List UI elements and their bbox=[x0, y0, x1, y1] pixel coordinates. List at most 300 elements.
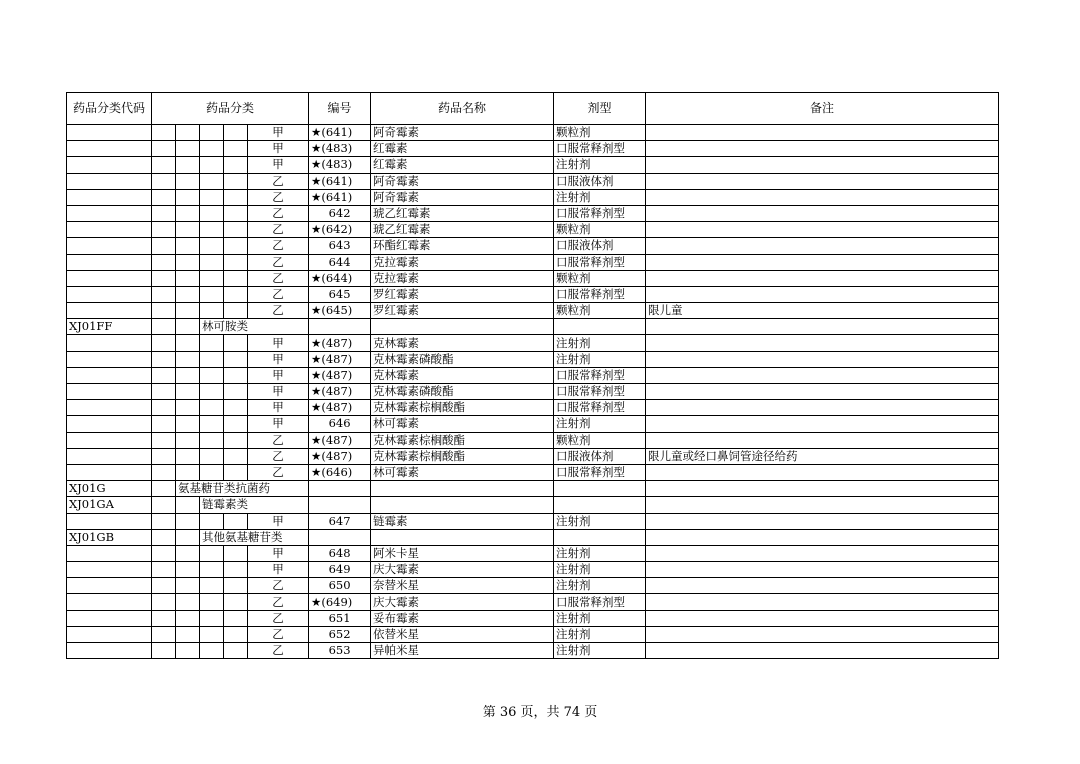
code-cell bbox=[67, 125, 152, 141]
number-cell: ★(487) bbox=[309, 367, 371, 383]
category-cell bbox=[200, 562, 224, 578]
category-cell bbox=[224, 189, 248, 205]
number-cell: 644 bbox=[309, 254, 371, 270]
category-cell bbox=[200, 448, 224, 464]
table-row bbox=[67, 578, 999, 594]
form-cell: 口服常释剂型 bbox=[554, 367, 646, 383]
category-cell bbox=[200, 384, 224, 400]
code-cell bbox=[67, 513, 152, 529]
category-cell bbox=[176, 157, 200, 173]
level-cell: 乙 bbox=[248, 173, 309, 189]
category-cell bbox=[176, 141, 200, 157]
form-cell: 口服常释剂型 bbox=[554, 400, 646, 416]
level-cell: 甲 bbox=[248, 335, 309, 351]
name-cell: 克林霉素棕榈酸酯 bbox=[371, 448, 554, 464]
level-cell: 乙 bbox=[248, 222, 309, 238]
number-cell: ★(649) bbox=[309, 594, 371, 610]
number-cell: ★(487) bbox=[309, 351, 371, 367]
form-cell: 注射剂 bbox=[554, 562, 646, 578]
level-cell: 甲 bbox=[248, 384, 309, 400]
category-cell bbox=[224, 286, 248, 302]
category-cell bbox=[176, 319, 200, 335]
category-cell bbox=[200, 125, 224, 141]
category-cell bbox=[176, 367, 200, 383]
category-cell bbox=[152, 222, 176, 238]
code-cell bbox=[67, 448, 152, 464]
category-cell bbox=[152, 351, 176, 367]
category-cell bbox=[200, 238, 224, 254]
category-cell bbox=[224, 545, 248, 561]
name-cell: 红霉素 bbox=[371, 157, 554, 173]
level-cell: 甲 bbox=[248, 513, 309, 529]
table-body bbox=[67, 125, 999, 659]
category-label-cell: 链霉素类 bbox=[200, 497, 309, 513]
number-cell: 650 bbox=[309, 578, 371, 594]
number-cell: ★(487) bbox=[309, 335, 371, 351]
number-cell: ★(487) bbox=[309, 400, 371, 416]
category-cell bbox=[152, 545, 176, 561]
number-cell bbox=[309, 319, 371, 335]
category-cell bbox=[200, 351, 224, 367]
number-cell: 642 bbox=[309, 205, 371, 221]
table-row bbox=[67, 643, 999, 659]
category-cell bbox=[152, 497, 176, 513]
category-cell bbox=[176, 545, 200, 561]
name-cell: 庆大霉素 bbox=[371, 562, 554, 578]
name-cell: 克林霉素 bbox=[371, 335, 554, 351]
remark-cell bbox=[646, 594, 999, 610]
category-cell bbox=[200, 400, 224, 416]
table-row bbox=[67, 189, 999, 205]
table-row bbox=[67, 351, 999, 367]
code-cell bbox=[67, 222, 152, 238]
level-cell: 乙 bbox=[248, 303, 309, 319]
table-row bbox=[67, 626, 999, 642]
code-cell bbox=[67, 367, 152, 383]
category-cell bbox=[200, 432, 224, 448]
header-name: 药品名称 bbox=[371, 93, 554, 125]
category-cell bbox=[176, 222, 200, 238]
name-cell: 链霉素 bbox=[371, 513, 554, 529]
category-cell bbox=[152, 286, 176, 302]
category-cell bbox=[224, 238, 248, 254]
form-cell: 口服常释剂型 bbox=[554, 254, 646, 270]
form-cell: 口服常释剂型 bbox=[554, 205, 646, 221]
table-row bbox=[67, 464, 999, 480]
table-row bbox=[67, 513, 999, 529]
form-cell: 颗粒剂 bbox=[554, 270, 646, 286]
category-cell bbox=[176, 286, 200, 302]
name-cell: 庆大霉素 bbox=[371, 594, 554, 610]
form-cell: 注射剂 bbox=[554, 416, 646, 432]
form-cell bbox=[554, 529, 646, 545]
remark-cell bbox=[646, 125, 999, 141]
table-row bbox=[67, 416, 999, 432]
name-cell: 克林霉素棕榈酸酯 bbox=[371, 400, 554, 416]
code-cell bbox=[67, 335, 152, 351]
category-cell bbox=[224, 513, 248, 529]
table-row bbox=[67, 141, 999, 157]
page-footer: 第 36 页，共 74 页 bbox=[482, 705, 598, 720]
name-cell: 依替米星 bbox=[371, 626, 554, 642]
category-cell bbox=[152, 335, 176, 351]
category-cell bbox=[200, 141, 224, 157]
remark-cell bbox=[646, 222, 999, 238]
level-cell: 乙 bbox=[248, 578, 309, 594]
category-cell bbox=[152, 416, 176, 432]
form-cell: 口服常释剂型 bbox=[554, 384, 646, 400]
code-cell bbox=[67, 351, 152, 367]
remark-cell bbox=[646, 157, 999, 173]
number-cell: ★(645) bbox=[309, 303, 371, 319]
category-cell bbox=[152, 303, 176, 319]
code-cell: XJ01FF bbox=[67, 319, 152, 335]
form-cell: 注射剂 bbox=[554, 513, 646, 529]
category-cell bbox=[152, 319, 176, 335]
code-cell: XJ01GA bbox=[67, 497, 152, 513]
category-cell bbox=[176, 254, 200, 270]
category-cell bbox=[224, 432, 248, 448]
remark-cell: 限儿童或经口鼻饲管途径给药 bbox=[646, 448, 999, 464]
name-cell: 异帕米星 bbox=[371, 643, 554, 659]
table-row bbox=[67, 205, 999, 221]
remark-cell bbox=[646, 626, 999, 642]
name-cell: 克林霉素 bbox=[371, 367, 554, 383]
category-cell bbox=[176, 400, 200, 416]
number-cell: 653 bbox=[309, 643, 371, 659]
category-cell bbox=[176, 270, 200, 286]
category-cell bbox=[152, 157, 176, 173]
number-cell: ★(641) bbox=[309, 125, 371, 141]
remark-cell bbox=[646, 481, 999, 497]
category-cell bbox=[176, 351, 200, 367]
level-cell: 乙 bbox=[248, 254, 309, 270]
code-cell bbox=[67, 189, 152, 205]
remark-cell bbox=[646, 238, 999, 254]
header-form: 剂型 bbox=[554, 93, 646, 125]
name-cell: 罗红霉素 bbox=[371, 303, 554, 319]
remark-cell bbox=[646, 254, 999, 270]
drug-table bbox=[66, 92, 999, 659]
form-cell: 颗粒剂 bbox=[554, 303, 646, 319]
category-cell bbox=[200, 222, 224, 238]
table-row bbox=[67, 497, 999, 513]
category-cell bbox=[200, 643, 224, 659]
form-cell bbox=[554, 481, 646, 497]
number-cell: ★(487) bbox=[309, 448, 371, 464]
form-cell: 口服常释剂型 bbox=[554, 464, 646, 480]
category-cell bbox=[200, 303, 224, 319]
category-cell bbox=[176, 205, 200, 221]
number-cell: 647 bbox=[309, 513, 371, 529]
number-cell: ★(646) bbox=[309, 464, 371, 480]
category-cell bbox=[224, 384, 248, 400]
name-cell: 克拉霉素 bbox=[371, 270, 554, 286]
table-row bbox=[67, 432, 999, 448]
level-cell: 乙 bbox=[248, 270, 309, 286]
category-cell bbox=[224, 205, 248, 221]
category-cell bbox=[152, 481, 176, 497]
category-cell bbox=[200, 189, 224, 205]
code-cell bbox=[67, 578, 152, 594]
name-cell: 琥乙红霉素 bbox=[371, 222, 554, 238]
category-cell bbox=[176, 626, 200, 642]
code-cell bbox=[67, 384, 152, 400]
table-row bbox=[67, 529, 999, 545]
remark-cell bbox=[646, 270, 999, 286]
level-cell: 乙 bbox=[248, 205, 309, 221]
remark-cell bbox=[646, 432, 999, 448]
category-cell bbox=[152, 367, 176, 383]
category-cell bbox=[200, 335, 224, 351]
name-cell bbox=[371, 497, 554, 513]
number-cell bbox=[309, 481, 371, 497]
table-row bbox=[67, 481, 999, 497]
header-code: 药品分类代码 bbox=[67, 93, 152, 125]
category-cell bbox=[200, 254, 224, 270]
category-cell bbox=[200, 416, 224, 432]
form-cell: 注射剂 bbox=[554, 545, 646, 561]
category-cell bbox=[200, 578, 224, 594]
category-cell bbox=[176, 189, 200, 205]
category-cell bbox=[152, 578, 176, 594]
category-cell bbox=[176, 594, 200, 610]
table-row bbox=[67, 222, 999, 238]
category-cell bbox=[224, 222, 248, 238]
remark-cell bbox=[646, 367, 999, 383]
code-cell bbox=[67, 205, 152, 221]
remark-cell bbox=[646, 545, 999, 561]
category-cell bbox=[200, 286, 224, 302]
remark-cell bbox=[646, 335, 999, 351]
form-cell: 注射剂 bbox=[554, 643, 646, 659]
number-cell: 648 bbox=[309, 545, 371, 561]
category-cell bbox=[224, 464, 248, 480]
category-cell bbox=[152, 529, 176, 545]
category-cell bbox=[224, 610, 248, 626]
form-cell: 口服液体剂 bbox=[554, 448, 646, 464]
header-remark: 备注 bbox=[646, 93, 999, 125]
table-row bbox=[67, 562, 999, 578]
number-cell: ★(641) bbox=[309, 189, 371, 205]
category-cell bbox=[200, 367, 224, 383]
category-cell bbox=[224, 416, 248, 432]
category-cell bbox=[200, 270, 224, 286]
number-cell: ★(487) bbox=[309, 384, 371, 400]
category-cell bbox=[224, 594, 248, 610]
remark-cell bbox=[646, 189, 999, 205]
form-cell: 颗粒剂 bbox=[554, 125, 646, 141]
table-row bbox=[67, 270, 999, 286]
category-cell bbox=[176, 384, 200, 400]
level-cell: 乙 bbox=[248, 286, 309, 302]
level-cell: 乙 bbox=[248, 594, 309, 610]
remark-cell bbox=[646, 513, 999, 529]
category-cell bbox=[152, 270, 176, 286]
remark-cell bbox=[646, 643, 999, 659]
category-cell bbox=[176, 578, 200, 594]
category-cell bbox=[224, 270, 248, 286]
category-cell bbox=[224, 173, 248, 189]
remark-cell bbox=[646, 205, 999, 221]
code-cell bbox=[67, 303, 152, 319]
category-cell bbox=[152, 384, 176, 400]
form-cell: 口服常释剂型 bbox=[554, 141, 646, 157]
name-cell: 克林霉素棕榈酸酯 bbox=[371, 432, 554, 448]
category-cell bbox=[200, 545, 224, 561]
code-cell bbox=[67, 432, 152, 448]
code-cell bbox=[67, 400, 152, 416]
category-cell bbox=[176, 497, 200, 513]
remark-cell bbox=[646, 610, 999, 626]
category-cell bbox=[200, 610, 224, 626]
form-cell: 口服常释剂型 bbox=[554, 594, 646, 610]
name-cell bbox=[371, 529, 554, 545]
remark-cell bbox=[646, 351, 999, 367]
name-cell: 奈替米星 bbox=[371, 578, 554, 594]
category-cell bbox=[224, 351, 248, 367]
category-cell bbox=[152, 643, 176, 659]
code-cell bbox=[67, 545, 152, 561]
code-cell bbox=[67, 464, 152, 480]
code-cell: XJ01G bbox=[67, 481, 152, 497]
level-cell: 乙 bbox=[248, 189, 309, 205]
category-cell bbox=[224, 303, 248, 319]
number-cell: ★(483) bbox=[309, 141, 371, 157]
level-cell: 甲 bbox=[248, 562, 309, 578]
level-cell: 乙 bbox=[248, 626, 309, 642]
code-cell bbox=[67, 238, 152, 254]
category-cell bbox=[200, 157, 224, 173]
remark-cell bbox=[646, 173, 999, 189]
category-cell bbox=[200, 173, 224, 189]
code-cell bbox=[67, 626, 152, 642]
name-cell: 林可霉素 bbox=[371, 416, 554, 432]
category-cell bbox=[200, 594, 224, 610]
remark-cell bbox=[646, 400, 999, 416]
table-row bbox=[67, 319, 999, 335]
form-cell: 注射剂 bbox=[554, 157, 646, 173]
name-cell: 环酯红霉素 bbox=[371, 238, 554, 254]
table-row bbox=[67, 286, 999, 302]
category-cell bbox=[224, 335, 248, 351]
level-cell: 乙 bbox=[248, 432, 309, 448]
remark-cell bbox=[646, 286, 999, 302]
name-cell: 阿奇霉素 bbox=[371, 125, 554, 141]
form-cell: 注射剂 bbox=[554, 610, 646, 626]
category-cell bbox=[152, 189, 176, 205]
remark-cell bbox=[646, 562, 999, 578]
level-cell: 甲 bbox=[248, 400, 309, 416]
name-cell: 红霉素 bbox=[371, 141, 554, 157]
name-cell: 阿米卡星 bbox=[371, 545, 554, 561]
code-cell: XJ01GB bbox=[67, 529, 152, 545]
table-row bbox=[67, 173, 999, 189]
level-cell: 甲 bbox=[248, 157, 309, 173]
form-cell: 口服常释剂型 bbox=[554, 286, 646, 302]
table-row bbox=[67, 545, 999, 561]
category-cell bbox=[224, 626, 248, 642]
level-cell: 乙 bbox=[248, 448, 309, 464]
table-row bbox=[67, 594, 999, 610]
code-cell bbox=[67, 173, 152, 189]
code-cell bbox=[67, 254, 152, 270]
form-cell bbox=[554, 497, 646, 513]
category-cell bbox=[152, 464, 176, 480]
form-cell: 注射剂 bbox=[554, 578, 646, 594]
number-cell: ★(641) bbox=[309, 173, 371, 189]
name-cell bbox=[371, 319, 554, 335]
category-cell bbox=[152, 400, 176, 416]
name-cell: 阿奇霉素 bbox=[371, 173, 554, 189]
category-cell bbox=[152, 205, 176, 221]
category-cell bbox=[176, 610, 200, 626]
form-cell: 注射剂 bbox=[554, 335, 646, 351]
number-cell: ★(644) bbox=[309, 270, 371, 286]
name-cell: 罗红霉素 bbox=[371, 286, 554, 302]
code-cell bbox=[67, 157, 152, 173]
name-cell: 克林霉素磷酸酯 bbox=[371, 351, 554, 367]
category-cell bbox=[152, 238, 176, 254]
number-cell: 652 bbox=[309, 626, 371, 642]
category-cell bbox=[200, 626, 224, 642]
table-row bbox=[67, 254, 999, 270]
category-cell bbox=[176, 529, 200, 545]
table-row bbox=[67, 238, 999, 254]
table-row bbox=[67, 610, 999, 626]
category-cell bbox=[224, 141, 248, 157]
category-cell bbox=[224, 643, 248, 659]
category-cell bbox=[176, 238, 200, 254]
code-cell bbox=[67, 594, 152, 610]
form-cell: 颗粒剂 bbox=[554, 432, 646, 448]
number-cell: 651 bbox=[309, 610, 371, 626]
number-cell: ★(642) bbox=[309, 222, 371, 238]
name-cell: 克林霉素磷酸酯 bbox=[371, 384, 554, 400]
form-cell: 颗粒剂 bbox=[554, 222, 646, 238]
name-cell: 克拉霉素 bbox=[371, 254, 554, 270]
category-cell bbox=[176, 335, 200, 351]
category-cell bbox=[176, 416, 200, 432]
level-cell: 甲 bbox=[248, 416, 309, 432]
code-cell bbox=[67, 286, 152, 302]
remark-cell bbox=[646, 141, 999, 157]
form-cell: 注射剂 bbox=[554, 626, 646, 642]
code-cell bbox=[67, 416, 152, 432]
category-cell bbox=[176, 448, 200, 464]
level-cell: 乙 bbox=[248, 610, 309, 626]
level-cell: 甲 bbox=[248, 125, 309, 141]
category-cell bbox=[152, 448, 176, 464]
category-label-cell: 其他氨基糖苷类 bbox=[200, 529, 309, 545]
code-cell bbox=[67, 270, 152, 286]
table-row bbox=[67, 303, 999, 319]
level-cell: 甲 bbox=[248, 351, 309, 367]
table-row bbox=[67, 400, 999, 416]
number-cell: 646 bbox=[309, 416, 371, 432]
category-cell bbox=[176, 464, 200, 480]
header-category: 药品分类 bbox=[152, 93, 309, 125]
category-cell bbox=[152, 125, 176, 141]
category-cell bbox=[176, 303, 200, 319]
category-cell bbox=[200, 513, 224, 529]
category-cell bbox=[152, 141, 176, 157]
name-cell bbox=[371, 481, 554, 497]
code-cell bbox=[67, 610, 152, 626]
number-cell: ★(487) bbox=[309, 432, 371, 448]
name-cell: 琥乙红霉素 bbox=[371, 205, 554, 221]
number-cell: 649 bbox=[309, 562, 371, 578]
